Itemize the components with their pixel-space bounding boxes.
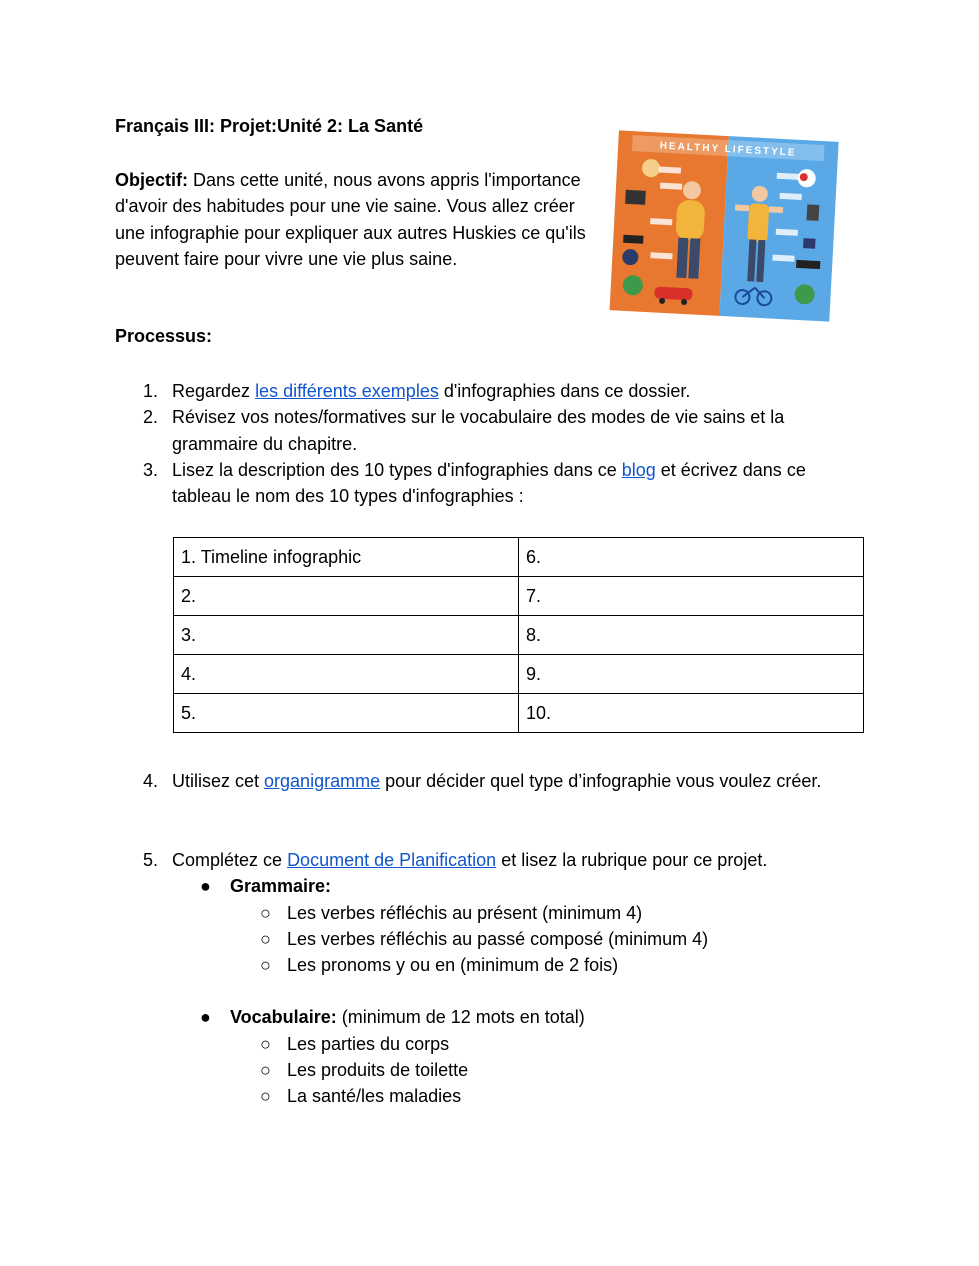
examples-link[interactable]: les différents exemples [255,381,439,401]
battery-full-icon [796,260,820,269]
step-text: et écrivez dans ce tableau le nom des 10 types d'infographies : [172,459,806,507]
step-5-block [115,847,865,1110]
table-cell[interactable]: 1. Timeline infographic [174,538,519,577]
step-text: Regardez [172,381,256,401]
bullet-circle-icon: ○ [260,1033,271,1054]
requirements-list [115,873,865,1109]
step-5 [115,847,865,873]
bullet-circle-icon: ○ [260,1086,271,1107]
grammar-subitem [115,900,865,926]
table-cell[interactable]: 9. [519,655,864,694]
objective-paragraph [115,167,605,272]
step-text: Utilisez cet [172,771,265,791]
blog-link[interactable]: blog [621,459,656,480]
bullet-circle-icon: ○ [260,928,271,949]
flowchart-link[interactable]: organigramme [264,771,381,791]
grammar-subitem [115,926,865,952]
table-cell[interactable]: 7. [519,577,864,616]
car-icon [654,286,693,300]
step-number: 4. [143,771,159,791]
table-cell[interactable]: 3. [174,616,519,655]
step-4 [115,768,865,794]
table-row [174,577,864,616]
grammar-subitem [115,952,865,978]
objective-text: Dans cette unité, nous avons appris l'importance d'avoir des habitudes pour une vie saine. Vous allez créer une infographie pour expliquer aux autres Huskies ce qu'ils peuvent faire pour vivre une vie plus saine. [115,170,586,269]
step-text: d'infographies dans ce dossier. [438,381,691,401]
step-4-block [115,768,865,794]
step-number: 1. [143,381,159,401]
vocab-subitem-text: Les produits de toilette [287,1060,469,1081]
process-heading: Processus: [115,326,213,346]
step-text: Lisez la description des 10 types d'infographies dans ce [172,459,622,480]
spacer [115,978,865,1004]
step-text: et lisez la rubrique pour ce projet. [496,850,768,870]
table-cell[interactable]: 10. [519,694,864,733]
table-row [174,538,864,577]
bullet-disc-icon: ● [200,1007,211,1028]
vocab-subitem [115,1057,865,1083]
objective-label: Objectif: [115,170,189,190]
step-1 [115,378,865,404]
step-2 [115,404,865,457]
vocab-subitem [115,1031,865,1057]
process-steps-list [115,378,865,509]
tv-icon [625,190,646,205]
battery-icon [623,235,643,244]
grammar-label: Grammaire: [230,876,332,897]
step-number: 3. [143,459,159,480]
bullet-circle-icon: ○ [260,955,271,976]
grammar-subitem-text: Les verbes réfléchis au présent (minimum 4) [287,902,643,923]
bullet-disc-icon: ● [200,876,211,897]
step-text: pour décider quel type d’infographie vous voulez créer. [380,771,822,791]
step-number: 5. [143,850,159,870]
table-cell[interactable]: 4. [174,655,519,694]
table-cell[interactable]: 2. [174,577,519,616]
table-cell[interactable]: 8. [519,616,864,655]
planning-document-link[interactable]: Document de Planification [287,850,497,870]
grammar-subitem-text: Les verbes réfléchis au passé composé (minimum 4) [287,928,709,949]
step-number: 2. [143,407,159,428]
vocab-note: (minimum de 12 mots en total) [336,1007,585,1028]
vocab-subitem [115,1083,865,1109]
grammar-subitem-text: Les pronoms y ou en (minimum de 2 fois) [287,955,619,976]
bullet-circle-icon: ○ [260,1060,271,1081]
table-cell[interactable]: 6. [519,538,864,577]
step-text: Révisez vos notes/formatives sur le vocabulaire des modes de vie sains et la grammaire du chapitre. [172,407,785,454]
image-banner-text: HEALTHY LIFESTYLE [659,140,797,159]
vocab-label: Vocabulaire: [230,1007,337,1028]
table-row [174,616,864,655]
healthy-person-body [747,203,769,242]
step-text: Complétez ce [172,850,288,870]
dumbbell-icon [803,238,816,249]
infographic-types-table [173,537,864,733]
table-row [174,655,864,694]
step-3 [115,457,865,510]
grammar-item [115,873,865,899]
document-title: Français III: Projet:Unité 2: La Santé [115,116,424,136]
vocab-item [115,1004,865,1030]
healthy-lifestyle-image [608,130,840,326]
unhealthy-person-body [675,200,705,241]
scale-icon [807,204,820,221]
table-cell[interactable]: 5. [174,694,519,733]
bullet-circle-icon: ○ [260,902,271,923]
vocab-subitem-text: Les parties du corps [287,1033,450,1054]
table-row [174,694,864,733]
vocab-subitem-text: La santé/les maladies [287,1086,462,1107]
